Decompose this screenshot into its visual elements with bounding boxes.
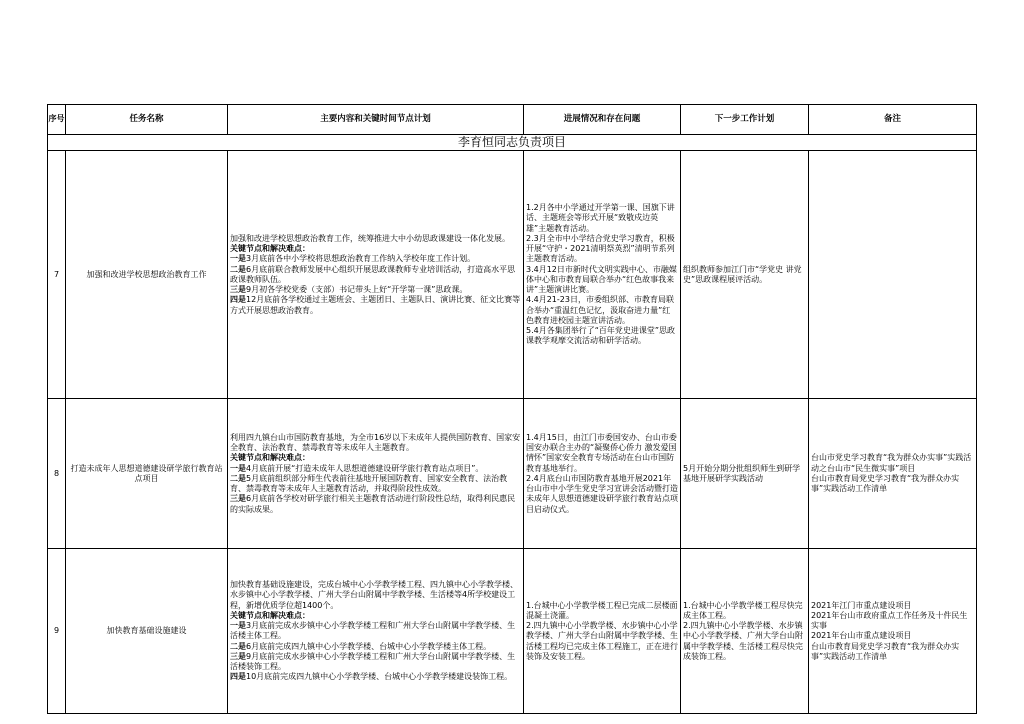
content-intro: 加快教育基础设施建设，完成台城中心小学教学楼工程、四九镇中心小学教学楼、水步镇中心小学教学楼、广州大学台山附属中学教学楼、生活楼等4所学校建设工程，新增优质学位超1400个。 <box>230 580 518 610</box>
key-point-lead: 三是 <box>230 285 246 295</box>
key-point-lead: 三是 <box>230 651 246 661</box>
row-index: 7 <box>48 151 66 399</box>
progress-item: 3.4月12日市新时代文明实践中心、市融媒体中心和市教育局联合举办“红色故事我来讲”主题演讲比赛。 <box>526 264 677 295</box>
content-intro: 加强和改进学校思想政治教育工作，统筹推进大中小幼思政课建设一体化发展。 <box>230 233 510 243</box>
task-progress <box>524 549 681 714</box>
note-item: 台山市教育局党史学习教育“我为群众办实事”实践活动工作清单 <box>811 473 960 494</box>
plan-item: 1.台城中心小学教学楼工程尽快完成主体工程。 <box>683 600 803 620</box>
row-index: 8 <box>48 399 66 549</box>
progress-item: 5.4月各集团举行了“百年党史进课堂”思政课教学观摩交流活动和研学活动。 <box>526 326 676 346</box>
task-plan <box>681 151 809 399</box>
table-row <box>48 399 977 549</box>
task-note <box>809 549 977 714</box>
key-point <box>230 672 521 682</box>
note-item: 2021年台山市重点建设项目 <box>811 631 912 641</box>
plan-item: 5月开始分期分批组织师生到研学基地开展研学实践活动 <box>683 463 801 483</box>
key-point <box>230 265 521 285</box>
plan-item: 2.四九镇中心小学教学楼、水步镇中心小学教学楼、广州大学台山附属中学教学楼、生活楼工程尽快完成装饰工程。 <box>683 621 803 661</box>
key-point-text: 3月底前各中小学校将思想政治教育工作纳入学校年度工作计划。 <box>246 254 476 264</box>
header-note: 备注 <box>809 105 977 135</box>
key-points-label: 关键节点和解决难点： <box>230 453 310 463</box>
key-point-lead: 二是 <box>230 641 246 651</box>
task-note <box>809 151 977 399</box>
progress-item: 2.3月全市中小学结合党史学习教育，积极开展“守护・2021清明祭英烈”清明节系列主题教育活动。 <box>526 233 675 264</box>
key-point-lead: 一是 <box>230 254 246 264</box>
plan-item: 组织教师参加江门市“学党史 讲党史”思政课程展评活动。 <box>683 264 802 284</box>
note-item: 台山市教育局党史学习教育“我为群众办实事”实践活动工作清单 <box>811 641 960 661</box>
task-content <box>228 151 524 399</box>
key-point-text: 6月底前完成四九镇中心小学教学楼、台城中心小学教学楼主体工程。 <box>246 641 492 651</box>
progress-item: 2.4月底台山市国防教育基地开展2021年台山市中小学生党史学习宣讲会活动暨打造未成年人思想道德建设研学旅行教育站点项目启动仪式。 <box>526 473 678 514</box>
key-point-lead: 二是 <box>230 264 246 274</box>
task-table <box>47 104 977 714</box>
task-progress <box>524 151 681 399</box>
task-content <box>228 549 524 714</box>
section-title: 李育恒同志负责项目 <box>48 135 977 151</box>
progress-item: 4.4月21-23日，市委组织部、市教育局联合举办“重温红色记忆，汲取奋进力量”红色教育进校园主题宣讲活动。 <box>526 295 674 325</box>
key-point <box>230 652 521 672</box>
key-point <box>230 494 521 514</box>
key-point-lead: 三是 <box>230 494 246 504</box>
key-point-text: 6月底前联合教师发展中心组织开展思政课教师专业培训活动，打造高水平思政课教师队伍。 <box>230 264 516 284</box>
key-point-lead: 一是 <box>230 463 246 473</box>
key-points-label: 关键节点和解决难点： <box>230 244 310 254</box>
key-point-text: 6月底前各学校对研学旅行相关主题教育活动进行阶段性总结，取得利民惠民的实际成果。 <box>230 494 516 514</box>
key-point-text: 5月底前组织部分师生代表前往基地开展国防教育、国家安全教育、法治教育、禁毒教育等未成年人主题教育活动，并取得阶段性成效。 <box>230 473 508 494</box>
task-name: 加快教育基础设施建设 <box>66 549 228 714</box>
header-index: 序号 <box>48 105 66 135</box>
progress-item: 1.2月各中小学通过开学第一课、国旗下讲话、主题班会等形式开展“致敬戍边英雄”主题教育活动。 <box>526 203 675 233</box>
task-note <box>809 399 977 549</box>
key-point <box>230 295 521 315</box>
key-point-lead: 二是 <box>230 473 246 483</box>
header-progress: 进展情况和存在问题 <box>524 105 681 135</box>
key-point <box>230 285 521 295</box>
note-item: 2021年台山市政府重点工作任务及十件民生实事 <box>811 610 968 631</box>
table-row <box>48 549 977 714</box>
key-point <box>230 464 521 474</box>
row-index: 9 <box>48 549 66 714</box>
key-point-lead: 一是 <box>230 621 246 631</box>
key-point-lead: 四是 <box>230 295 246 305</box>
key-point-lead: 四是 <box>230 672 246 682</box>
header-plan: 下一步工作计划 <box>681 105 809 135</box>
task-name: 打造未成年人思想道德建设研学旅行教育站点项目 <box>66 399 228 549</box>
key-point-text: 9月初各学校党委（支部）书记带头上好“开学第一课”思政课。 <box>246 285 468 295</box>
task-content <box>228 399 524 549</box>
progress-item: 1.4月15日，由江门市委国安办、台山市委国安办联合主办的“凝聚侨心侨力 激发爱国情怀”国家安全教育专场活动在台山市国防教育基地举行。 <box>526 432 677 473</box>
key-point <box>230 642 521 652</box>
key-point-text: 10月底前完成四九镇中心小学教学楼、台城中心小学教学楼建设装饰工程。 <box>246 672 513 682</box>
task-name: 加强和改进学校思想政治教育工作 <box>66 151 228 399</box>
key-point <box>230 474 521 494</box>
key-point-text: 4月底前开展“打造未成年人思想道德建设研学旅行教育站点项目”。 <box>246 463 484 473</box>
task-plan <box>681 549 809 714</box>
task-progress <box>524 399 681 549</box>
note-item: 台山市党史学习教育“我为群众办实事”实践活动之台山市“民生微实事”项目 <box>811 453 972 473</box>
header-name: 任务名称 <box>66 105 228 135</box>
task-plan <box>681 399 809 549</box>
key-point-text: 9月底前完成水步镇中心小学教学楼工程和广州大学台山附属中学教学楼、生活楼装饰工程。 <box>230 651 516 672</box>
key-point-text: 12月底前各学校通过主题班会、主题团日、主题队日、演讲比赛、征文比赛等方式开展思想政治教育。 <box>230 295 521 315</box>
header-content: 主要内容和关键时间节点计划 <box>228 105 524 135</box>
key-point <box>230 254 521 264</box>
header-row <box>48 105 977 135</box>
progress-item: 1.台城中心小学教学楼工程已完成二层楼面混凝土浇灌。 <box>526 600 678 620</box>
key-points-label: 关键节点和解决难点： <box>230 610 310 620</box>
key-point <box>230 621 521 641</box>
content-intro: 利用四九镇台山市国防教育基地，为全市16岁以下未成年人提供国防教育、国家安全教育、法治教育、禁毒教育等未成年人主题教育。 <box>230 432 521 453</box>
note-item: 2021年江门市重点建设项目 <box>811 600 912 610</box>
key-point-text: 3月底前完成水步镇中心小学教学楼工程和广州大学台山附属中学教学楼、生活楼主体工程。 <box>230 621 516 641</box>
progress-item: 2.四九镇中心小学教学楼、水步镇中心小学教学楼、广州大学台山附属中学教学楼、生活楼工程均已完成主体工程施工，正在进行装饰及安装工程。 <box>526 621 678 661</box>
section-row <box>48 135 977 151</box>
table-row <box>48 151 977 399</box>
